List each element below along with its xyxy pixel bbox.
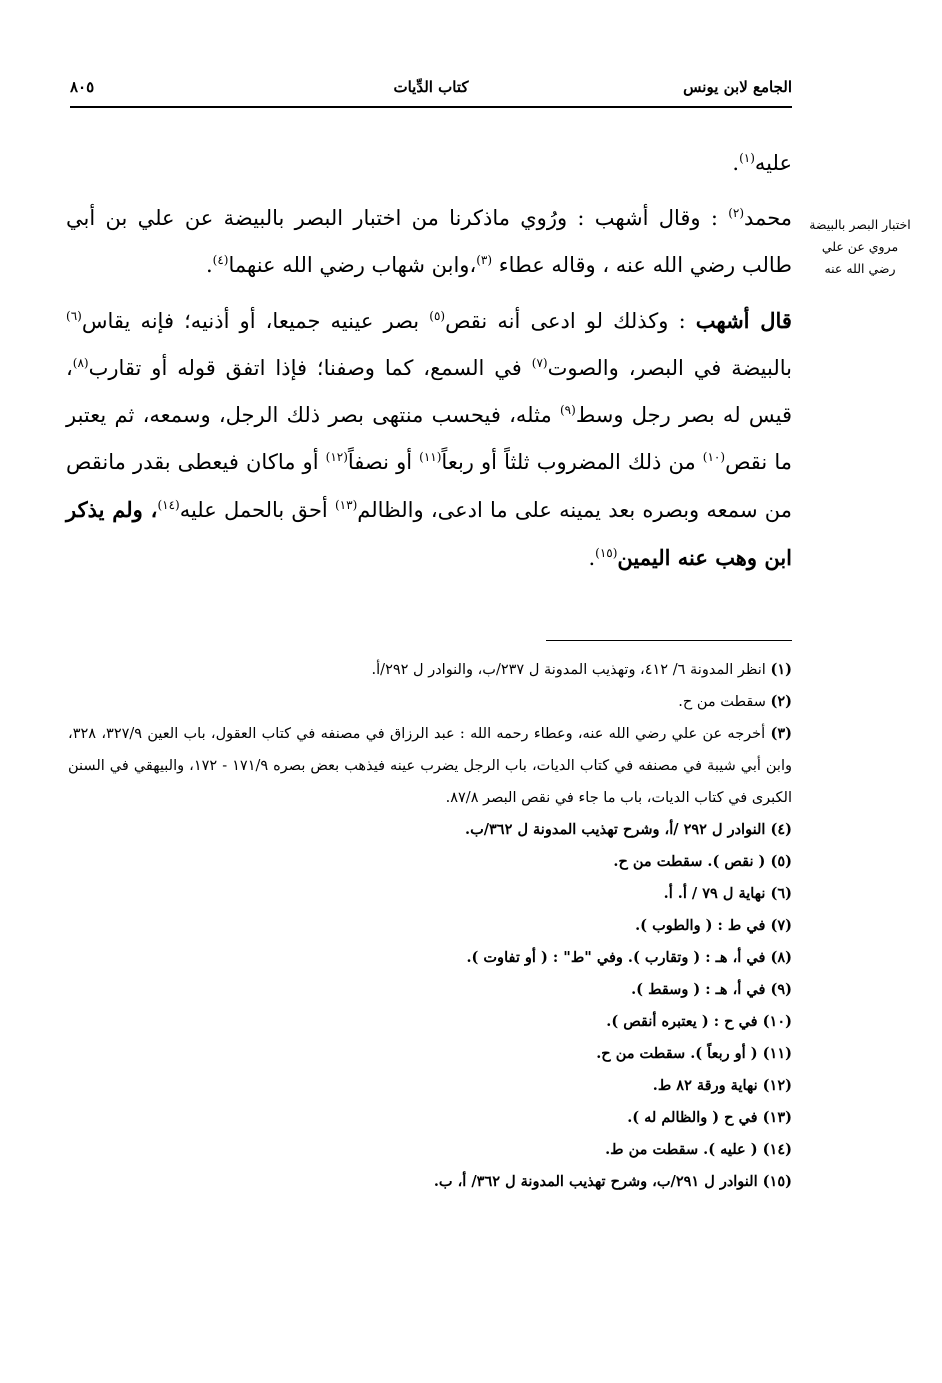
text-run: ، قيس له بصر رجل وسط	[66, 356, 792, 427]
footnote-ref: (١٠)	[702, 450, 726, 464]
text-run: .	[588, 546, 596, 570]
footnote-number: (١٠)	[762, 1013, 792, 1030]
text-run: محمد	[744, 206, 792, 230]
footnote-number: (١٢)	[762, 1077, 792, 1094]
text-run: .	[205, 253, 213, 277]
footnote	[68, 1166, 792, 1198]
footnotes	[68, 654, 792, 1198]
footnote-separator	[546, 640, 792, 641]
footnote-text: في أ، هـ : ( وتقارب ). وفي "ط" : ( أو تفاوت ).	[466, 949, 771, 966]
text-run: ، ولم يذكر ابن وهب عنه اليمين	[66, 497, 792, 570]
footnote-number: (١)	[770, 661, 792, 678]
paragraph-continuation	[66, 140, 792, 187]
text-run: مثله، فيحسب منتهى بصر ذلك الرجل، وسمعه، ثم يعتبر ما نقص	[66, 403, 793, 474]
footnote	[68, 1134, 792, 1166]
footnote-text: النوادر ل ٢٩٢ /أ، وشرح تهذيب المدونة ل ٣٦٢/ب.	[465, 821, 771, 838]
footnote-number: (١٥)	[762, 1173, 792, 1190]
footnote	[68, 686, 792, 718]
footnote	[68, 942, 792, 974]
footnote	[68, 974, 792, 1006]
footnote	[68, 654, 792, 686]
footnote-ref: (١)	[739, 151, 755, 165]
footnote	[68, 1070, 792, 1102]
footnote-text: أخرجه عن علي رضي الله عنه، وعطاء رحمه الله : عبد الرزاق في مصنفه في كتاب العقول، باب العين ٣٢٧/٩، ٣٢٨، وابن أبي شيبة في مصنفه في كتاب الديات، باب الرجل يضرب عينه فيذهب بعض بصره ١٧١/٩ - ١٧٢، والبيهقي في السنن الكبرى في كتاب الديات، باب ما جاء في نقص البصر ٨٧/٨.	[68, 726, 792, 806]
footnote	[68, 846, 792, 878]
main-text	[66, 140, 792, 590]
text-run: ،وابن شهاب رضي الله عنهما	[228, 253, 477, 277]
footnote-number: (١٤)	[762, 1141, 792, 1158]
footnote	[68, 1006, 792, 1038]
text-run: بالبيضة في البصر، والصوت	[547, 356, 793, 380]
text-run: أو ماكان فيعطى بقدر مانقص من سمعه وبصره بعد يمينه على ما ادعى، والظالم	[66, 450, 792, 522]
footnote-text: ( نقص ). سقطت من ح.	[613, 853, 771, 870]
footnote-number: (٥)	[770, 853, 792, 870]
footnote-text: سقطت من ح.	[678, 694, 771, 710]
text-run: بصر عينيه جميعا، أو أذنيه؛ فإنه يقاس	[81, 309, 430, 333]
footnote-ref: (٨)	[72, 356, 89, 370]
footnote-text: نهاية ل ٧٩ / أ. أ.	[663, 885, 771, 902]
footnote-number: (١١)	[762, 1045, 792, 1062]
footnote-text: في ط : ( والطوب ).	[635, 917, 771, 934]
footnote-ref: (١٤)	[157, 498, 180, 512]
footnote-text: ( أو ربعاً ). سقطت من ح.	[596, 1045, 763, 1062]
text-run: : وكذلك لو ادعى أنه نقص	[445, 309, 696, 333]
footnote-text: نهاية ورقة ٨٢ ط.	[652, 1077, 763, 1094]
footnote-number: (٦)	[770, 885, 792, 902]
footnote-text: انظر المدونة ٦/ ٤١٢، وتهذيب المدونة ل ٢٣٧/ب، والنوادر ل ٢٩٢/أ.	[371, 662, 771, 678]
footnote	[68, 878, 792, 910]
footnote-ref: (١٥)	[595, 546, 618, 560]
footnote-number: (٢)	[770, 693, 792, 710]
footnote-ref: (١٢)	[325, 450, 348, 464]
text-run: أو نصفاً	[347, 450, 420, 474]
book-title: الجامع لابن يونس	[683, 78, 792, 96]
footnote	[68, 910, 792, 942]
footnote-number: (١٣)	[762, 1109, 792, 1126]
footnote-ref: (٥)	[429, 309, 446, 323]
paragraph-muhammad	[66, 195, 792, 289]
footnote-ref: (١١)	[419, 450, 442, 464]
footnote-number: (٣)	[770, 725, 792, 742]
footnote-text: النوادر ل ٢٩١/ب، وشرح تهذيب المدونة ل ٣٦٢/ أ، ب.	[433, 1173, 763, 1190]
footnote-ref: (٦)	[66, 309, 82, 323]
footnote-number: (٤)	[770, 821, 792, 838]
footnote-ref: (٣)	[476, 253, 493, 267]
footnote-text: في ح ( والظالم له ).	[627, 1109, 763, 1126]
footnote	[68, 718, 792, 814]
footnote-ref: (٧)	[531, 356, 548, 370]
footnote	[68, 1038, 792, 1070]
chapter-title: كتاب الدِّيات	[393, 78, 469, 96]
page-number: ٨٠٥	[70, 78, 95, 96]
text-run: من ذلك المضروب ثلثاً أو ربعاً	[441, 450, 703, 474]
text-run: في السمع، كما وصفنا؛ فإذا اتفق قوله أو تقارب	[88, 356, 532, 380]
footnote-text: في ح : ( يعتبره أنقص ).	[606, 1013, 763, 1030]
footnote	[68, 1102, 792, 1134]
footnote-number: (٨)	[770, 949, 792, 966]
margin-note: اختبار البصر بالبيضة مروي عن علي رضي الله عنه	[809, 217, 911, 276]
text-run: أحق بالحمل عليه	[179, 498, 335, 522]
text-run: عليه	[754, 151, 792, 175]
footnote-ref: (١٣)	[334, 498, 358, 512]
footnote-ref: (٢)	[728, 206, 745, 220]
footnote-text: ( عليه ). سقطت من ط.	[605, 1141, 763, 1158]
footnote	[68, 814, 792, 846]
footnote-ref: (٤)	[212, 253, 229, 267]
footnote-number: (٧)	[770, 917, 792, 934]
footnote-ref: (٩)	[559, 403, 576, 417]
footnote-text: في أ، هـ : ( وسقط ).	[631, 981, 771, 998]
text-run: : وقال أشهب : ورُوي ماذكرنا من اختبار البصر بالبيضة عن علي بن أبي طالب رضي الله عنه ، وقاله عطاء	[66, 206, 792, 277]
speaker-name: قال أشهب	[695, 308, 792, 333]
text-run: .	[732, 151, 740, 175]
paragraph-ashhab	[66, 297, 792, 582]
running-header	[70, 78, 792, 108]
footnote-number: (٩)	[770, 981, 792, 998]
